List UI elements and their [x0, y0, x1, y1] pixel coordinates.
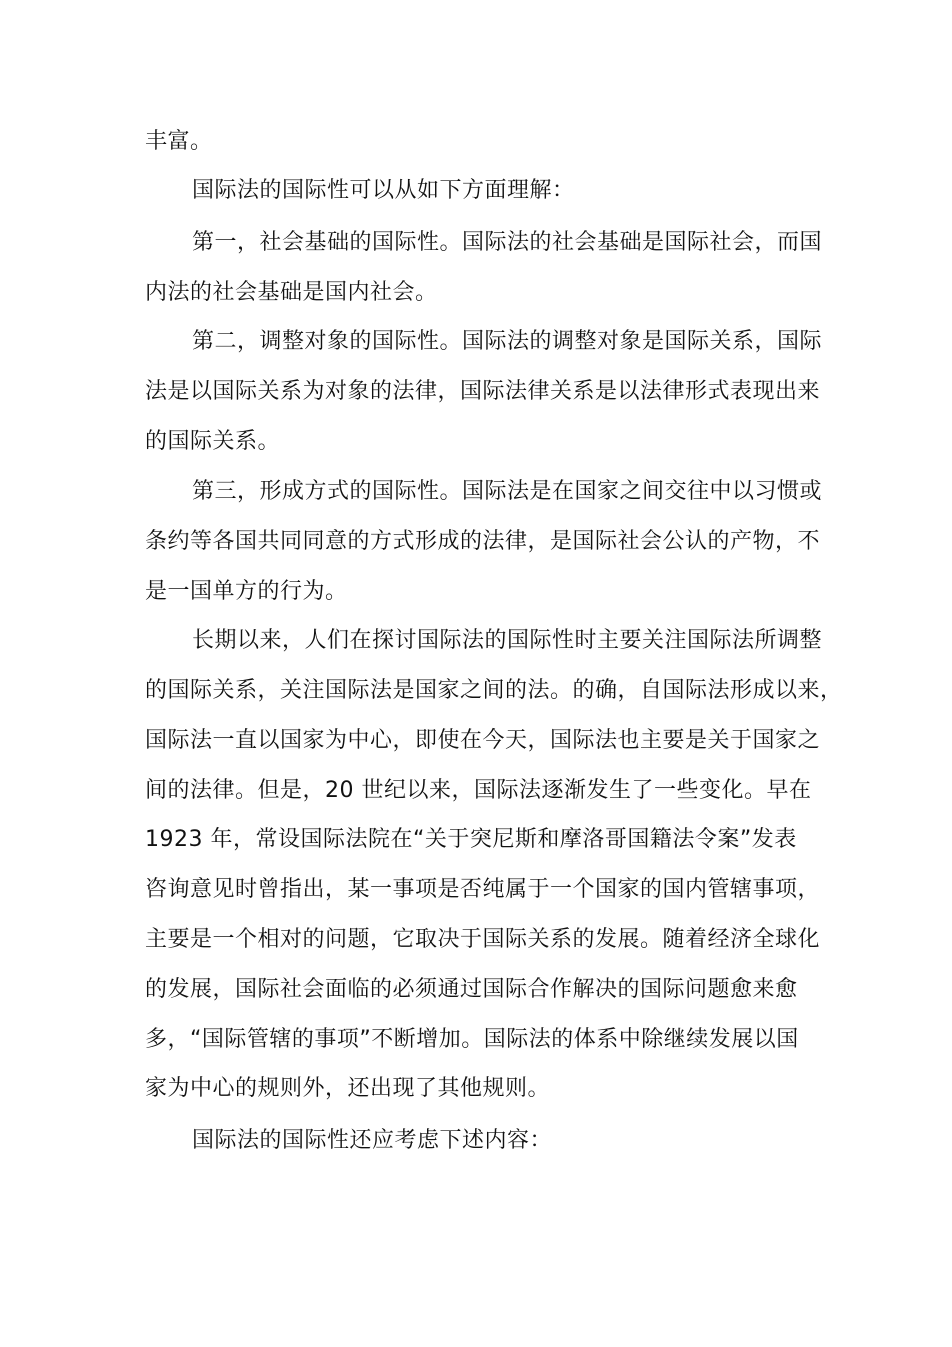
text-line: 国际法的国际性可以从如下方面理解： — [192, 178, 575, 203]
text-line: 的发展，国际社会面临的必须通过国际合作解决的国际问题愈来愈 — [145, 977, 798, 1002]
text-line: 间的法律。但是，20 世纪以来，国际法逐渐发生了一些变化。早在 — [145, 778, 812, 803]
text-line: 丰富。 — [145, 129, 213, 154]
text-line: 长期以来，人们在探讨国际法的国际性时主要关注国际法所调整 — [192, 628, 823, 653]
text-line: 国际法的国际性还应考虑下述内容： — [192, 1128, 553, 1153]
text-line: 法是以国际关系为对象的法律，国际法律关系是以法律形式表现出来 — [145, 379, 821, 404]
text-line: 多，“国际管辖的事项”不断增加。国际法的体系中除继续发展以国 — [145, 1027, 799, 1052]
text-line: 的国际关系。 — [145, 429, 281, 454]
text-line: 内法的社会基础是国内社会。 — [145, 280, 438, 305]
text-line: 的国际关系，关注国际法是国家之间的法。的确，自国际法形成以来， — [145, 678, 843, 703]
text-line: 第三，形成方式的国际性。国际法是在国家之间交往中以习惯或 — [192, 479, 823, 504]
text-line: 1923 年，常设国际法院在“关于突尼斯和摩洛哥国籍法令案”发表 — [145, 827, 797, 852]
text-line: 国际法一直以国家为中心，即使在今天，国际法也主要是关于国家之 — [145, 728, 821, 753]
text-line: 第一，社会基础的国际性。国际法的社会基础是国际社会，而国 — [192, 230, 823, 255]
text-line: 咨询意见时曾指出，某一事项是否纯属于一个国家的国内管辖事项， — [145, 877, 821, 902]
text-line: 家为中心的规则外，还出现了其他规则。 — [145, 1076, 551, 1101]
text-line: 是一国单方的行为。 — [145, 579, 348, 604]
text-line: 条约等各国共同同意的方式形成的法律，是国际社会公认的产物，不 — [145, 529, 821, 554]
text-line: 第二，调整对象的国际性。国际法的调整对象是国际关系，国际 — [192, 329, 823, 354]
text-line: 主要是一个相对的问题，它取决于国际关系的发展。随着经济全球化 — [145, 927, 821, 952]
